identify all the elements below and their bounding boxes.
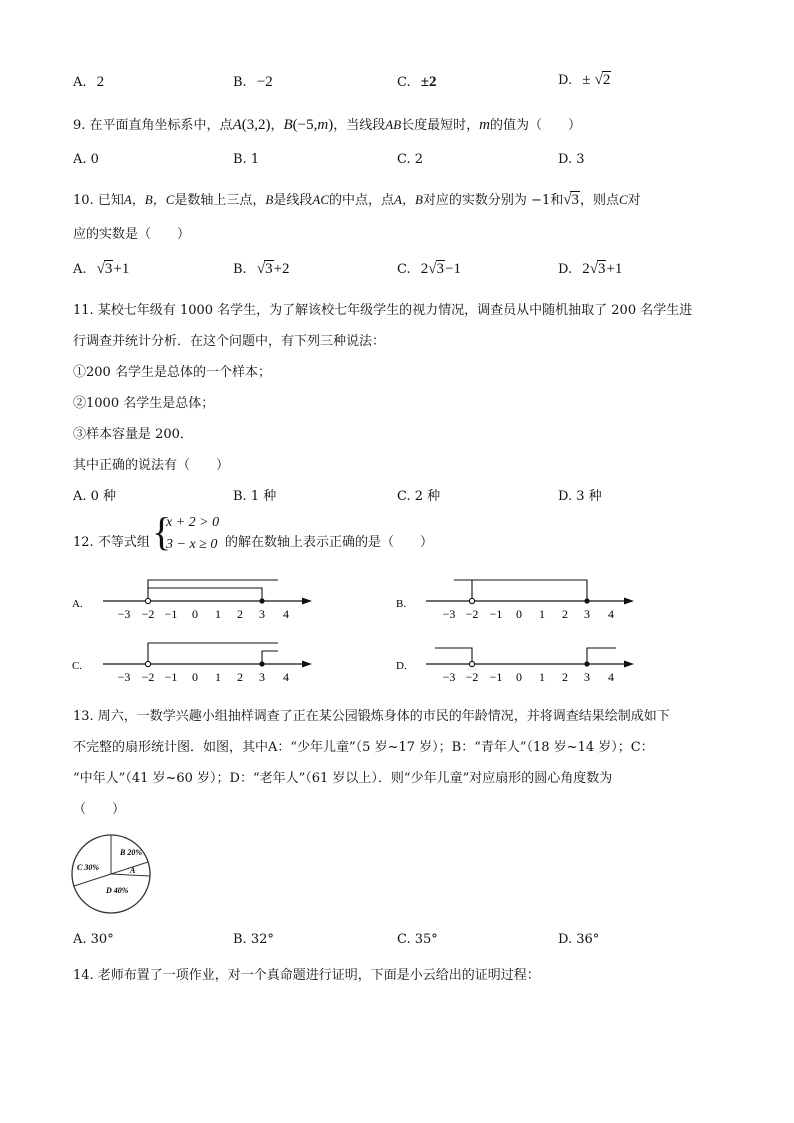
q11-option-b: B. 1 种 [233, 489, 277, 504]
radicand: 3 [104, 261, 113, 277]
solution-bracket-right [456, 580, 587, 600]
axis-arrow [302, 661, 312, 668]
question-number: 9. [73, 118, 86, 133]
tick-label: 2 [562, 670, 568, 684]
sqrt-symbol: √3 [563, 192, 579, 208]
tick-label: 1 [215, 670, 221, 684]
q11-ask: 其中正确的说法有（ ） [73, 458, 230, 473]
open-dot [469, 661, 474, 666]
tick-label: 1 [539, 670, 545, 684]
point-c: C [618, 192, 628, 207]
q13-stem-line2: 不完整的扇形统计图．如图，其中A：“少年儿童”（5 岁~17 岁）；B：“青年人”（18 岁~14 岁）；C： [73, 740, 654, 755]
slice-label-c: C 30% [77, 863, 99, 872]
q9-option-b: B. 1 [233, 152, 260, 167]
tick-label: −1 [489, 607, 503, 621]
slice-label-b: B 20% [120, 848, 142, 857]
stem-text: 是数轴上三点， [174, 193, 266, 208]
option-value: −2 [256, 74, 273, 90]
slice-label-d: D 40% [106, 886, 129, 895]
tick-label: −3 [117, 670, 131, 684]
stem-text: 的值为（ ） [490, 118, 582, 133]
point-a: A [232, 117, 242, 133]
open-dot [145, 598, 150, 603]
tick-label: 2 [237, 670, 243, 684]
q11-option-c: C. 2 种 [397, 489, 441, 504]
option-letter: D. [558, 73, 573, 88]
q9-option-c: C. 2 [397, 152, 424, 167]
variable-m: m [317, 117, 329, 133]
separator: ， [270, 118, 284, 133]
option-value: 2 [96, 74, 105, 90]
tick-label: −2 [141, 670, 155, 684]
q12-stem-tail: 的解在数轴上表示正确的是（ ） [225, 535, 434, 550]
tick-label: −2 [465, 607, 479, 621]
tick-label: 0 [192, 607, 198, 621]
tick-label: −3 [442, 670, 456, 684]
radicand: 3 [265, 261, 273, 277]
solution-bracket-left [148, 643, 278, 663]
q13-stem-line3: “中年人”（41 岁~60 岁）；D：“老年人”（61 岁以上）．则“少年儿童”对应扇形的圆心角度数为 [73, 771, 613, 786]
tick-label: −3 [117, 607, 131, 621]
tick-label: 4 [283, 607, 289, 621]
tick-label: 3 [584, 670, 590, 684]
tick-label: 2 [562, 607, 568, 621]
sqrt-symbol: √3 [428, 261, 444, 277]
tick-label: 0 [192, 670, 198, 684]
q11-option-d: D. 3 种 [558, 489, 602, 504]
option-letter: D. [396, 660, 407, 672]
coefficient: 2 [582, 261, 590, 277]
stem-text: 不等式组 [97, 535, 150, 550]
q13-stem-line4: （ ） [73, 802, 126, 817]
tick-label: −2 [465, 670, 479, 684]
stem-text: 的中点，点 [329, 193, 395, 208]
tick-label: 4 [608, 607, 614, 621]
option-tail: +2 [273, 261, 290, 277]
closed-dot [584, 598, 589, 603]
point-b: B [283, 117, 293, 133]
inequality-1: x + 2 > 0 [166, 515, 220, 530]
q13-option-b: B. 32° [233, 932, 274, 947]
q13-pie-chart [70, 832, 154, 916]
tick-label: −3 [442, 607, 456, 621]
point-b: B [265, 192, 274, 207]
option-sign: ± [582, 72, 591, 88]
paren-close: ) [328, 117, 334, 133]
question-number: 12. [73, 535, 94, 550]
solution-bracket-left [148, 580, 278, 600]
tick-label: 3 [584, 607, 590, 621]
q10-stem-line2: 应的实数是（ ） [73, 227, 191, 242]
axis-arrow [624, 598, 634, 605]
coefficient: 2 [420, 261, 429, 277]
solution-bracket-left [454, 580, 472, 600]
sqrt-symbol: √3 [256, 261, 273, 277]
points-abc: A，B，C [123, 192, 175, 207]
solution-bracket-right [587, 648, 616, 663]
tick-label: 1 [215, 607, 221, 621]
stem-text: 长度最短时， [401, 118, 480, 133]
radicand: 3 [597, 261, 606, 277]
option-letter: B. [233, 75, 247, 90]
tick-label: 1 [539, 607, 545, 621]
stem-text: 对应的实数分别为 −1和 [422, 193, 564, 208]
left-brace: { [152, 509, 172, 554]
option-letter: C. [72, 660, 83, 672]
option-letter: A. [73, 75, 87, 90]
option-letter: B. [233, 262, 247, 277]
option-letter: A. [72, 598, 83, 610]
tick-label: −2 [141, 607, 155, 621]
radicand: 3 [571, 192, 579, 208]
solution-bracket-right [262, 651, 278, 663]
number-line-b [426, 580, 634, 605]
solution-bracket-left [435, 648, 472, 663]
segment-ab: AB [385, 117, 402, 132]
q12-number-text [73, 531, 150, 550]
tick-labels-b [443, 607, 614, 621]
q9-option-a: A. 0 [73, 152, 99, 167]
q11-statement-1: ①200 名学生是总体的一个样本； [73, 365, 271, 380]
q13-option-a: A. 30° [73, 932, 114, 947]
q13-option-c: C. 35° [397, 932, 438, 947]
option-tail: +1 [113, 261, 130, 277]
q12-number-line-figures [60, 568, 660, 688]
segment-ac: AC [312, 192, 330, 207]
stem-text: 是线段 [273, 193, 313, 208]
sqrt-symbol: √3 [589, 261, 606, 277]
option-letter: C. [397, 262, 411, 277]
tick-label: 4 [283, 670, 289, 684]
q11-statement-2: ②1000 名学生是总体； [73, 396, 215, 411]
q13-option-d: D. 36° [558, 932, 600, 947]
stem-text: ，当线段 [333, 118, 386, 133]
q9-option-d: D. 3 [558, 152, 585, 167]
radicand: 3 [436, 261, 444, 277]
slice-label-a: A [130, 866, 136, 875]
sqrt-symbol: √3 [96, 261, 113, 277]
point-b-coord: (−5, [292, 117, 318, 133]
axis-arrow [624, 661, 634, 668]
tick-label: −1 [164, 607, 178, 621]
q8-option-a [73, 74, 104, 91]
option-tail: +1 [606, 261, 623, 277]
option-letter: B. [396, 598, 407, 610]
number-line-a [103, 580, 312, 605]
number-line-d [426, 648, 634, 668]
stem-text: ，则点 [579, 193, 619, 208]
solution-bracket-right [148, 588, 262, 600]
number-line-c [103, 643, 312, 668]
points-ab: A，B [394, 192, 423, 207]
q10-option-c [397, 261, 461, 278]
tick-label: 3 [259, 670, 265, 684]
tick-label: 0 [516, 607, 522, 621]
tick-label: 0 [516, 670, 522, 684]
tick-label: −1 [164, 670, 178, 684]
option-letter: C. [397, 75, 411, 90]
q10-option-b [233, 261, 290, 278]
tick-labels-a [118, 607, 289, 621]
tick-label: 2 [237, 607, 243, 621]
sqrt-symbol: √2 [594, 72, 611, 88]
tick-labels-d [443, 670, 614, 684]
point-a-coord: (3,2) [241, 117, 271, 133]
stem-text: 在平面直角坐标系中，点 [89, 118, 233, 133]
q8-option-d [558, 72, 611, 89]
q10-option-d [558, 261, 622, 278]
closed-dot [584, 661, 589, 666]
stem-text: 已知 [97, 193, 124, 208]
option-tail: −1 [445, 261, 461, 277]
variable-m: m [479, 117, 490, 133]
open-dot [145, 661, 150, 666]
q11-statement-3: ③样本容量是 200． [73, 427, 193, 442]
option-letter: A. [73, 262, 87, 277]
inequality-2: 3 − x ≥ 0 [166, 537, 218, 552]
tick-label: 4 [608, 670, 614, 684]
open-dot [469, 598, 474, 603]
option-letter: D. [558, 262, 573, 277]
tick-label: 3 [259, 607, 265, 621]
axis-arrow [302, 598, 312, 605]
q8-option-c [397, 74, 437, 91]
q10-option-a [73, 261, 129, 278]
q11-option-a: A. 0 种 [73, 489, 117, 504]
q13-stem-line1: 13. 周六，一数学兴趣小组抽样调查了正在某公园锻炼身体的市民的年龄情况，并将调查结果绘制成如下 [73, 709, 670, 724]
tick-label: −1 [489, 670, 503, 684]
q8-option-b [233, 74, 273, 91]
tick-labels-c [118, 670, 289, 684]
q11-stem-line1: 11. 某校七年级有 1000 名学生，为了解该校七年级学生的视力情况，调查员从中随机抽取了 200 名学生进 [73, 303, 693, 318]
closed-dot [259, 661, 264, 666]
q10-stem-line1 [73, 189, 641, 209]
radicand: 2 [602, 72, 611, 88]
question-number: 10. [73, 193, 94, 208]
stem-text: 对 [627, 193, 641, 208]
q11-stem-line2: 行调查并统计分析．在这个问题中，有下列三种说法： [73, 334, 386, 349]
q14-stem-line1: 14. 老师布置了一项作业，对一个真命题进行证明，下面是小云给出的证明过程： [73, 968, 540, 983]
closed-dot [259, 598, 264, 603]
option-value: ±2 [420, 74, 437, 90]
q9-stem [73, 114, 581, 134]
